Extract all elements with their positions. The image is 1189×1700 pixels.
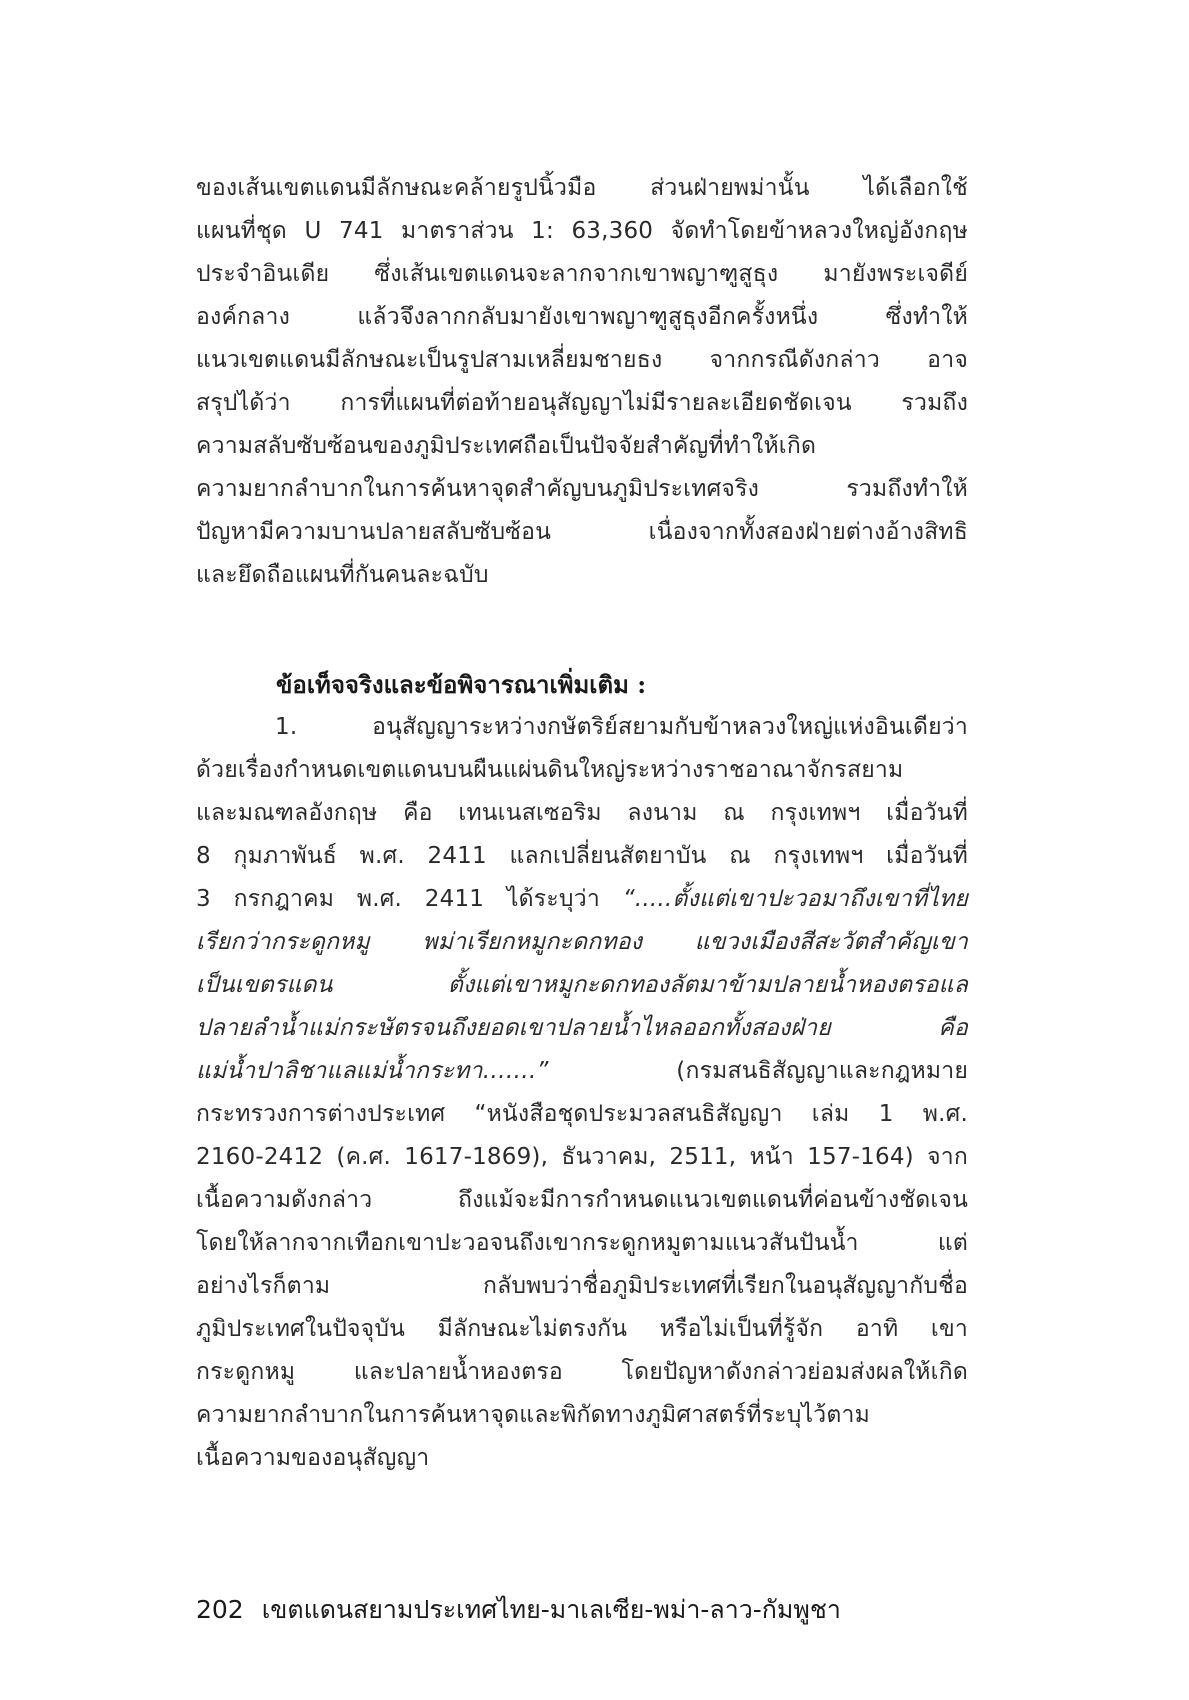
quoted-text-line: ปลายลำน้ำแม่กระษัตรจนถึงยอดเขาปลายน้ำไหลออกทั้งสองฝ่าย คือ [196, 1015, 968, 1041]
text-line: ภูมิประเทศในปัจจุบัน มีลักษณะไม่ตรงกัน หรือไม่เป็นที่รู้จัก อาทิ เขา [196, 1316, 968, 1342]
text-line: 1. อนุสัญญาระหว่างกษัตริย์สยามกับข้าหลวงใหญ่แห่งอินเดียว่า [275, 714, 968, 740]
page-footer [196, 1590, 841, 1630]
book-title: เขตแดนสยามประเทศไทย-มาเลเซีย-พม่า-ลาว-กัมพูชา [261, 1595, 841, 1624]
text-line: เนื้อความดังกล่าว ถึงแม้จะมีการกำหนดแนวเขตแดนที่ค่อนข้างชัดเจน [196, 1187, 968, 1213]
text-run: 3 กรกฎาคม พ.ศ. 2411 ได้ระบุว่า [196, 886, 623, 912]
text-line: ความยากลำบากในการค้นหาจุดและพิกัดทางภูมิศาสตร์ที่ระบุไว้ตาม [196, 1402, 871, 1428]
quoted-text: “.....ตั้งแต่เขาปะวอมาถึงเขาที่ไทย [622, 886, 968, 912]
text-line: โดยให้ลากจากเทือกเขาปะวอจนถึงเขากระดูกหมูตามแนวสันปันน้ำ แต่ [196, 1230, 968, 1256]
text-line: ความยากลำบากในการค้นหาจุดสำคัญบนภูมิประเทศจริง รวมถึงทำให้ [196, 476, 968, 502]
text-line: กระดูกหมู และปลายน้ำหองตรอ โดยปัญหาดังกล่าวย่อมส่งผลให้เกิด [196, 1359, 968, 1385]
text-run: (กรมสนธิสัญญาและกฎหมาย [548, 1058, 968, 1084]
text-line: ปัญหามีความบานปลายสลับซับซ้อน เนื่องจากทั้งสองฝ่ายต่างอ้างสิทธิ [196, 519, 968, 545]
quoted-text-line: เป็นเขตรแดน ตั้งแต่เขาหมูกะดกทองลัตมาข้ามปลายน้ำหองตรอแล [196, 972, 968, 998]
text-line: ประจำอินเดีย ซึ่งเส้นเขตแดนจะลากจากเขาพญาฑูสูธุง มายังพระเจดีย์ [196, 261, 968, 287]
text-line: ของเส้นเขตแดนมีลักษณะคล้ายรูปนิ้วมือ ส่วนฝ่ายพม่านั้น ได้เลือกใช้ [196, 175, 968, 201]
text-line: ด้วยเรื่องกำหนดเขตแดนบนผืนแผ่นดินใหญ่ระหว่างราชอาณาจักรสยาม [196, 757, 904, 783]
text-line: ความสลับซับซ้อนของภูมิประเทศถือเป็นปัจจัยสำคัญที่ทำให้เกิด [196, 433, 817, 459]
quoted-text-line: เรียกว่ากระดูกหมู พม่าเรียกหมูกะดกทอง แขวงเมืองสีสะวัตสำคัญเขา [196, 929, 968, 955]
page-number: 202 [196, 1595, 244, 1624]
text-line: 2160-2412 (ค.ศ. 1617-1869), ธันวาคม, 2511, หน้า 157-164) จาก [196, 1144, 968, 1170]
text-line: กระทรวงการต่างประเทศ “หนังสือชุดประมวลสนธิสัญญา เล่ม 1 พ.ศ. [196, 1101, 968, 1127]
text-line [196, 879, 968, 919]
text-line: และยึดถือแผนที่กันคนละฉบับ [196, 562, 489, 588]
text-line: สรุปได้ว่า การที่แผนที่ต่อท้ายอนุสัญญาไม่มีรายละเอียดชัดเจน รวมถึง [196, 390, 968, 416]
text-line: เนื้อความของอนุสัญญา [196, 1445, 430, 1471]
text-line: แผนที่ชุด U 741 มาตราส่วน 1: 63,360 จัดทำโดยข้าหลวงใหญ่อังกฤษ [196, 218, 968, 244]
text-line: องค์กลาง แล้วจึงลากกลับมายังเขาพญาฑูสูธุงอีกครั้งหนึ่ง ซึ่งทำให้ [196, 304, 968, 330]
section-heading: ข้อเท็จจริงและข้อพิจารณาเพิ่มเติม : [276, 670, 647, 699]
text-line: แนวเขตแดนมีลักษณะเป็นรูปสามเหลี่ยมชายธง จากกรณีดังกล่าว อาจ [196, 347, 968, 373]
quoted-text: แม่น้ำปาลิชาแลแม่น้ำกระทา…….” [196, 1058, 549, 1084]
text-line: 8 กุมภาพันธ์ พ.ศ. 2411 แลกเปลี่ยนสัตยาบัน ณ กรุงเทพฯ เมื่อวันที่ [196, 843, 968, 869]
text-line [196, 1051, 968, 1091]
text-line: อย่างไรก็ตาม กลับพบว่าชื่อภูมิประเทศที่เรียกในอนุสัญญากับชื่อ [196, 1273, 968, 1299]
text-line: และมณฑลอังกฤษ คือ เทนเนสเซอริม ลงนาม ณ กรุงเทพฯ เมื่อวันที่ [196, 800, 968, 826]
